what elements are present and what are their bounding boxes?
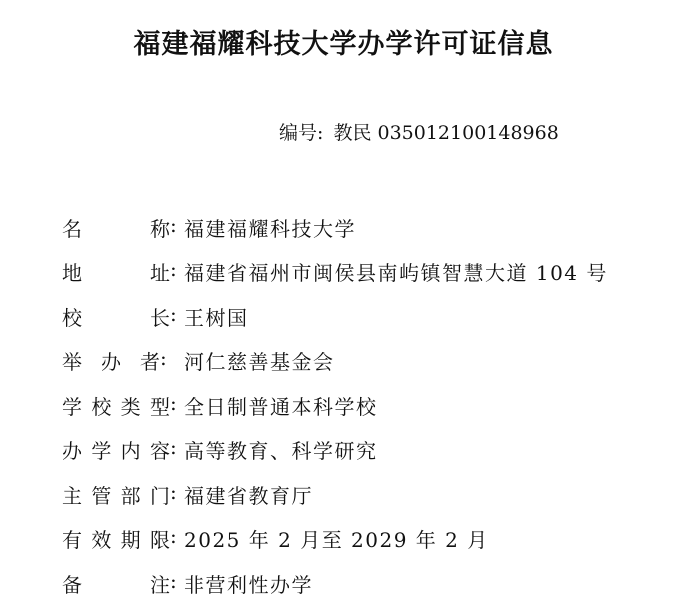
field-value-remarks: 非营利性办学 [184, 572, 313, 597]
field-label-sponsor: 举 办 者 [62, 350, 160, 375]
field-row-school-type [62, 383, 682, 428]
field-label-school-type: 学 校 类 型 [62, 394, 170, 419]
field-colon: : [170, 390, 177, 415]
license-number-line [279, 118, 559, 145]
field-row-scope [62, 428, 682, 473]
field-label-authority: 主 管 部 门 [62, 483, 170, 508]
field-label-address: 地 址 [62, 261, 170, 286]
field-label-validity: 有 效 期 限 [62, 528, 170, 553]
field-value-authority: 福建省教育厅 [184, 483, 313, 508]
field-value-validity: 2025 年 2 月至 2029 年 2 月 [184, 528, 489, 553]
field-colon: : [170, 524, 177, 549]
field-row-validity [62, 517, 682, 562]
field-colon: : [170, 257, 177, 282]
field-row-sponsor [62, 339, 682, 384]
field-value-school-type: 全日制普通本科学校 [184, 394, 378, 419]
field-colon: : [170, 301, 177, 326]
document-title: 福建福耀科技大学办学许可证信息 [133, 29, 554, 60]
field-label-name: 名 称 [62, 216, 170, 241]
field-colon: : [160, 346, 167, 371]
field-value-scope: 高等教育、科学研究 [184, 439, 378, 464]
field-row-authority [62, 472, 682, 517]
license-number-value: 教民 035012100148968 [333, 122, 559, 144]
field-row-president [62, 294, 682, 339]
field-row-name [62, 205, 682, 250]
field-colon: : [170, 479, 177, 504]
field-row-address [62, 250, 682, 295]
license-fields [62, 205, 682, 606]
field-row-remarks [62, 561, 682, 606]
field-label-remarks: 备 注 [62, 572, 170, 597]
field-label-president: 校 长 [62, 305, 170, 330]
field-value-address: 福建省福州市闽侯县南屿镇智慧大道 104 号 [184, 261, 608, 286]
field-label-scope: 办 学 内 容 [62, 439, 170, 464]
field-colon: : [170, 435, 177, 460]
field-colon: : [170, 568, 177, 593]
field-colon: : [170, 212, 177, 237]
license-number-label: 编号: [279, 122, 324, 144]
field-value-president: 王树国 [184, 305, 249, 330]
field-value-sponsor: 河仁慈善基金会 [184, 350, 335, 375]
field-value-name: 福建福耀科技大学 [184, 216, 356, 241]
